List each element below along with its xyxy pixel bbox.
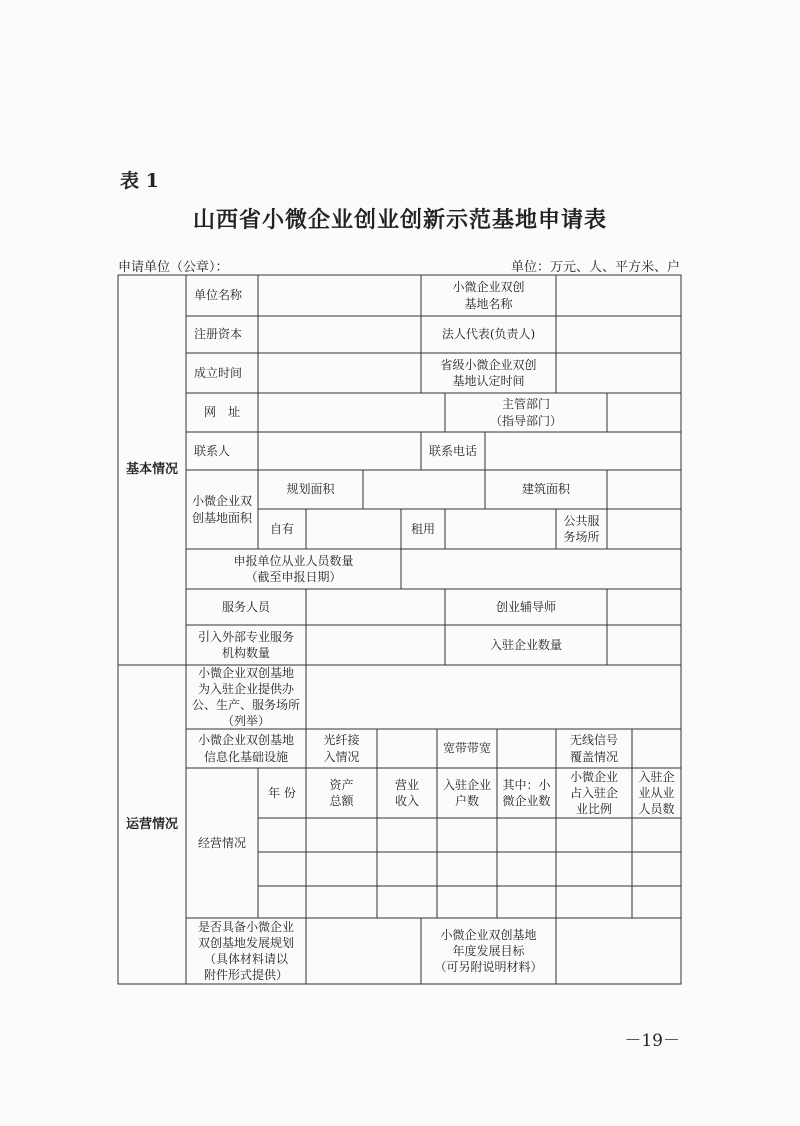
- label-business-status: 经营情况: [197, 835, 246, 850]
- label-supervising-dept: 主管部门 （指导部门）: [489, 397, 562, 428]
- field-supervising-dept[interactable]: [607, 393, 681, 432]
- field-owned-area[interactable]: [306, 509, 401, 549]
- field-provincial-recognition-date[interactable]: [556, 353, 681, 393]
- label-planned-area: 规划面积: [286, 482, 335, 497]
- label-rented-area: 租用: [410, 521, 435, 536]
- label-it-infrastructure: 小微企业双创基地 信息化基础设施: [197, 733, 294, 764]
- label-bandwidth: 宽带带宽: [442, 741, 491, 756]
- field-building-area[interactable]: [607, 470, 681, 509]
- label-base-area: 小微企业双 创基地面积: [191, 494, 252, 525]
- field-office-spaces[interactable]: [306, 665, 681, 729]
- field-tenant-count[interactable]: [607, 625, 681, 665]
- field-bandwidth[interactable]: [497, 729, 556, 768]
- section-operation: 运营情况: [125, 816, 178, 832]
- label-registered-capital: 注册资本: [194, 327, 243, 342]
- form-title: 山西省小微企业创业创新示范基地申请表: [192, 207, 607, 233]
- label-unit-name: 单位名称: [194, 288, 243, 303]
- col-year: 年 份: [268, 785, 296, 800]
- field-startup-mentors[interactable]: [607, 589, 681, 625]
- col-revenue: 营业 收入: [394, 777, 419, 808]
- label-development-plan: 是否具备小微企业 双创基地发展规划 （具体材料请以 附件形式提供）: [197, 919, 294, 983]
- label-service-staff: 服务人员: [221, 599, 270, 614]
- label-owned-area: 自有: [269, 521, 294, 536]
- label-fiber-access: 光纤接 入情况: [323, 733, 360, 764]
- label-contact-phone: 联系电话: [428, 443, 477, 458]
- col-tenant-enterprises: 入驻企业 户数: [442, 777, 491, 808]
- label-building-area: 建筑面积: [521, 482, 570, 497]
- field-development-plan[interactable]: [306, 918, 421, 984]
- field-planned-area[interactable]: [363, 470, 485, 509]
- page-number: －19－: [624, 1031, 680, 1051]
- label-founded-date: 成立时间: [194, 365, 243, 380]
- label-website: 网 址: [203, 405, 240, 420]
- field-external-service-orgs[interactable]: [306, 625, 445, 665]
- field-unit-name[interactable]: [258, 275, 421, 316]
- field-founded-date[interactable]: [258, 353, 421, 393]
- applicant-label: 申请单位（公章）：: [118, 260, 229, 275]
- field-contact-person[interactable]: [258, 432, 421, 470]
- col-micro-enterprises: 其中：小 微企业数: [502, 777, 551, 808]
- label-public-service-space: 公共服 务场所: [563, 513, 600, 544]
- field-annual-goals[interactable]: [556, 918, 681, 984]
- field-service-staff[interactable]: [306, 589, 445, 625]
- label-external-service-orgs: 引入外部专业服务 机构数量: [197, 629, 294, 660]
- label-wireless-coverage: 无线信号 覆盖情况: [569, 733, 618, 764]
- field-base-name[interactable]: [556, 275, 681, 316]
- field-contact-phone[interactable]: [485, 432, 681, 470]
- label-annual-goals: 小微企业双创基地 年度发展目标 （可另附说明材料）: [434, 927, 543, 975]
- field-public-service-space[interactable]: [607, 509, 681, 549]
- label-staff-count: 申报单位从业人员数量 （截至申报日期）: [233, 553, 354, 584]
- table-number: 表 1: [120, 170, 159, 192]
- label-startup-mentors: 创业辅导师: [495, 599, 556, 614]
- field-rented-area[interactable]: [445, 509, 556, 549]
- label-tenant-count: 入驻企业数量: [489, 637, 562, 652]
- label-provincial-recognition-date: 省级小微企业双创 基地认定时间: [440, 357, 537, 388]
- col-micro-ratio: 小微企业 占入驻企 业比例: [569, 769, 618, 817]
- field-registered-capital[interactable]: [258, 316, 421, 353]
- col-total-assets: 资产 总额: [329, 777, 354, 808]
- field-website[interactable]: [258, 393, 445, 432]
- label-office-spaces: 小微企业双创基地 为入驻企业提供办 公、生产、服务场所 （列举）: [191, 665, 300, 729]
- col-tenant-employees: 入驻企 业从业 人员数: [638, 769, 675, 817]
- field-wireless-coverage[interactable]: [632, 729, 681, 768]
- label-legal-representative: 法人代表(负责人): [441, 327, 536, 342]
- units-label: 单位：万元、人、平方米、户: [510, 260, 680, 275]
- field-legal-representative[interactable]: [556, 316, 681, 353]
- label-contact-person: 联系人: [194, 443, 231, 458]
- field-fiber-access[interactable]: [377, 729, 437, 768]
- label-base-name: 小微企业双创 基地名称: [452, 280, 525, 311]
- field-staff-count[interactable]: [401, 549, 681, 589]
- section-basic-info: 基本情况: [125, 462, 178, 478]
